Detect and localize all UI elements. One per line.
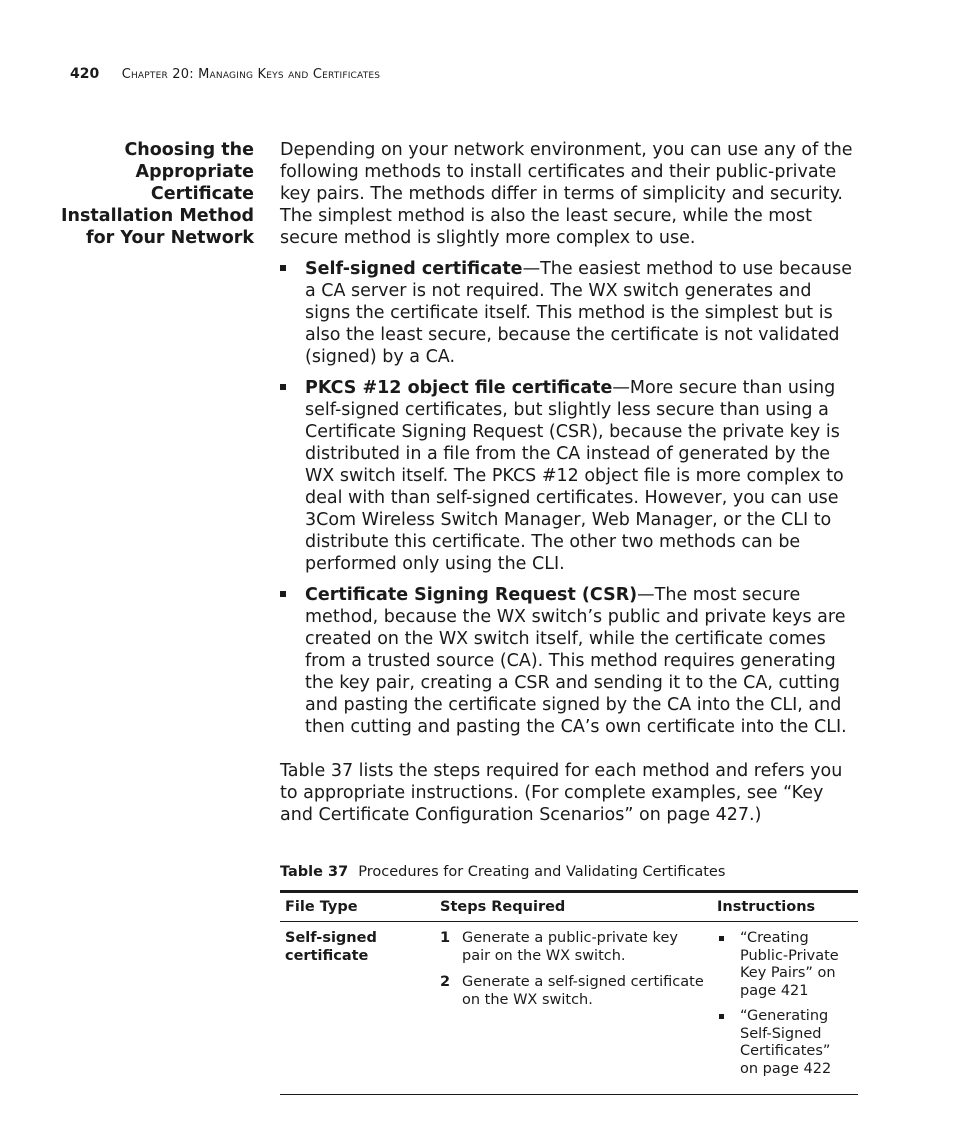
step-number: 2 xyxy=(440,974,451,990)
table-reference-paragraph: Table 37 lists the steps required for each method and refers you to appropriate instructions. (For complete examples, see “Key and Certificate Configuration Scenarios” on page 427.) xyxy=(280,761,843,825)
bullet-text: —More secure than using self-signed certificates, but slightly less secure than using a Certificate Signing Request (CSR), because the private key is distributed in a file from the CA instead of generated by the WX switch itself. The PKCS #12 object file is more complex to deal with than self-signed certificates. However, you can use 3Com Wireless Switch Manager, Web Manager, or the CLI to distribute this certificate. The other two methods can be performed only using the CLI. xyxy=(305,378,844,574)
list-item xyxy=(280,584,860,738)
instruction-item xyxy=(717,930,853,1000)
method-list xyxy=(280,258,860,738)
bullet-text: —The most secure method, because the WX switch’s public and private keys are created on the WX switch itself, while the certificate comes from a trusted source (CA). This method requires generating the key pair, creating a CSR and sending it to the CA, cutting and pasting the certificate signed by the CA into the CLI, and then cutting and pasting the CA’s own certificate into the CLI. xyxy=(305,585,847,737)
bullet-icon xyxy=(719,1014,724,1019)
table-row xyxy=(280,922,858,1095)
step-text: Generate a public-private key pair on the WX switch. xyxy=(462,930,678,964)
section-heading: Choosing the Appropriate Certificate Installation Method for Your Network xyxy=(61,140,254,248)
step-number: 1 xyxy=(440,930,451,946)
intro-paragraph: Depending on your network environment, you can use any of the following methods to install certificates and their public-private key pairs. The methods differ in terms of simplicity and security. The simplest method is also the least secure, while the most secure method is slightly more complex to use. xyxy=(280,140,853,248)
step-item xyxy=(440,974,707,1009)
steps-cell xyxy=(435,922,712,1095)
page-number: 420 xyxy=(70,66,100,82)
bullet-icon xyxy=(280,591,286,597)
bullet-icon xyxy=(719,936,724,941)
file-type-cell: Self-signed certificate xyxy=(280,922,435,1095)
table-caption-label: Table 37 xyxy=(280,864,349,880)
list-item xyxy=(280,258,860,368)
column-header: Instructions xyxy=(712,892,858,922)
bullet-term: Certificate Signing Request (CSR) xyxy=(305,585,638,605)
column-header: File Type xyxy=(280,892,435,922)
step-text: Generate a self-signed certificate on the WX switch. xyxy=(462,974,704,1008)
bullet-text: —The easiest method to use because a CA server is not required. The WX switch generates and signs the certificate itself. This method is the simplest but is also the least secure, because the certificate is not validated (signed) by a CA. xyxy=(305,259,852,367)
list-item xyxy=(280,377,860,575)
instruction-text: “Creating Public-Private Key Pairs” on page 421 xyxy=(740,930,839,999)
instructions-cell xyxy=(712,922,858,1095)
procedures-table xyxy=(280,890,858,1095)
column-header: Steps Required xyxy=(435,892,712,922)
table-caption xyxy=(280,864,860,880)
instruction-text: “Generating Self-Signed Certificates” on page 422 xyxy=(740,1008,832,1077)
running-header xyxy=(70,66,380,82)
bullet-term: PKCS #12 object file certificate xyxy=(305,378,613,398)
instruction-item xyxy=(717,1008,853,1078)
chapter-title: Chapter 20: Managing Keys and Certificates xyxy=(121,67,381,82)
table-caption-text: Procedures for Creating and Validating Certificates xyxy=(358,864,726,880)
main-content xyxy=(280,139,860,1095)
bullet-icon xyxy=(280,384,286,390)
bullet-icon xyxy=(280,265,286,271)
step-item xyxy=(440,930,707,965)
table-header-row xyxy=(280,892,858,922)
bullet-term: Self-signed certificate xyxy=(305,259,523,279)
